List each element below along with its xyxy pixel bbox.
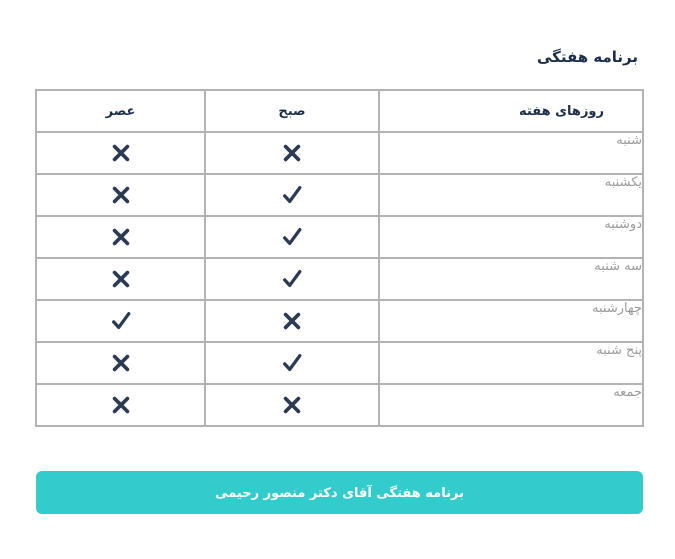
day-name-cell: چهارشنبه	[379, 300, 643, 342]
afternoon-cell	[36, 216, 205, 258]
page-title: برنامه هفتگی	[536, 48, 638, 66]
morning-cell	[205, 342, 379, 384]
afternoon-cell	[36, 258, 205, 300]
afternoon-cell	[36, 174, 205, 216]
morning-cell	[205, 300, 379, 342]
day-name-cell: جمعه	[379, 384, 643, 426]
cross-icon	[110, 184, 132, 206]
table-header-row	[36, 90, 643, 132]
cross-icon	[281, 142, 303, 164]
table-row	[36, 300, 643, 342]
afternoon-cell	[36, 384, 205, 426]
check-icon	[281, 268, 303, 290]
cross-icon	[110, 268, 132, 290]
table-row	[36, 216, 643, 258]
check-icon	[281, 352, 303, 374]
table-row	[36, 342, 643, 384]
table-body	[36, 132, 643, 426]
afternoon-cell	[36, 342, 205, 384]
cross-icon	[110, 226, 132, 248]
weekly-schedule-table	[35, 89, 644, 427]
header-days: روزهای هفته	[379, 90, 643, 132]
table-row	[36, 384, 643, 426]
morning-cell	[205, 258, 379, 300]
morning-cell	[205, 384, 379, 426]
afternoon-cell	[36, 132, 205, 174]
table-row	[36, 258, 643, 300]
day-name-cell: سه شنبه	[379, 258, 643, 300]
check-icon	[281, 226, 303, 248]
morning-cell	[205, 174, 379, 216]
header-afternoon: عصر	[36, 90, 205, 132]
table-row	[36, 132, 643, 174]
morning-cell	[205, 216, 379, 258]
day-name-cell: دوشنبه	[379, 216, 643, 258]
header-morning: صبح	[205, 90, 379, 132]
check-icon	[110, 310, 132, 332]
check-icon	[281, 184, 303, 206]
cross-icon	[281, 394, 303, 416]
cross-icon	[110, 352, 132, 374]
doctor-schedule-button[interactable]: برنامه هفتگی آقای دکتر منصور رحیمی	[36, 471, 643, 514]
day-name-cell: پنج شنبه	[379, 342, 643, 384]
day-name-cell: شنبه	[379, 132, 643, 174]
cross-icon	[281, 310, 303, 332]
afternoon-cell	[36, 300, 205, 342]
morning-cell	[205, 132, 379, 174]
table-row	[36, 174, 643, 216]
day-name-cell: یکشنبه	[379, 174, 643, 216]
cross-icon	[110, 394, 132, 416]
cross-icon	[110, 142, 132, 164]
